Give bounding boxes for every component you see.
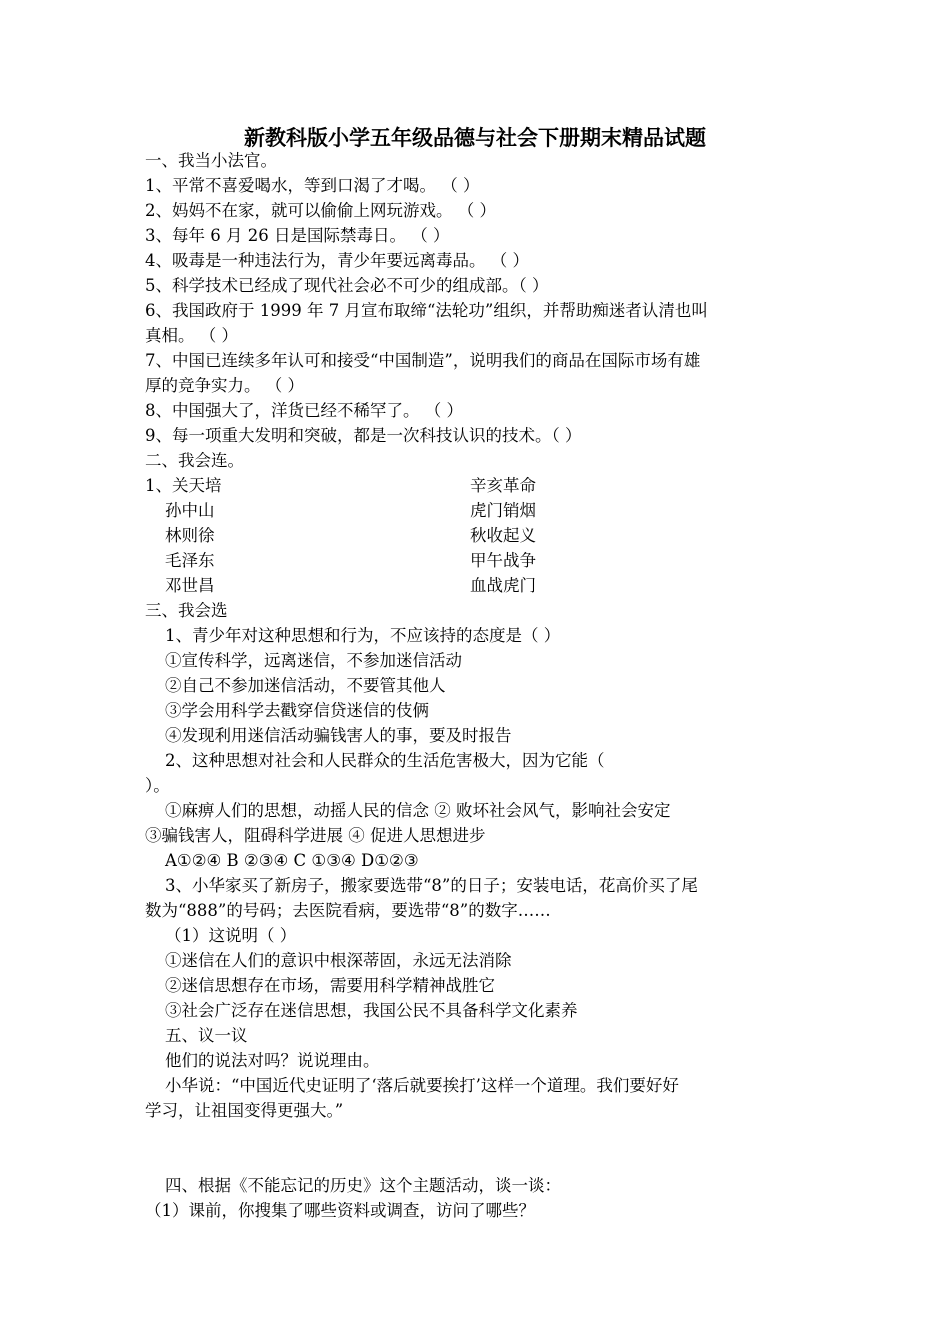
option-text: ①麻痹人们的思想，动摇人民的信念 ② 败坏社会风气，影响社会安定	[165, 801, 671, 820]
option-text: ①迷信在人们的意识中根深蒂固，永远无法消除	[165, 951, 512, 970]
answer-choices: A①②④ B ②③④ C ①③④ D①②③	[165, 851, 419, 870]
section-heading-choose: 三、我会选	[145, 601, 228, 620]
quote-text: 学习，让祖国变得更强大。”	[145, 1101, 344, 1120]
option-text: ②自己不参加迷信活动，不要管其他人	[165, 676, 446, 695]
option-text: ①宣传科学，远离迷信，不参加迷信活动	[165, 651, 462, 670]
question-text: 4、吸毒是一种违法行为，青少年要远离毒品。 （ ）	[145, 251, 529, 270]
option-text: ③学会用科学去戳穿信贷迷信的伎俩	[165, 701, 429, 720]
question-text: 数为“888”的号码；去医院看病，要选带“8”的数字……	[145, 901, 551, 920]
match-right-item: 甲午战争	[470, 551, 536, 570]
match-left-item: 孙中山	[165, 501, 215, 520]
question-text: 6、我国政府于 1999 年 7 月宣布取缔“法轮功”组织，并帮助痴迷者认清也叫	[145, 301, 708, 320]
question-text: 3、每年 6 月 26 日是国际禁毒日。 （ ）	[145, 226, 450, 245]
question-text: 3、小华家买了新房子，搬家要选带“8”的日子；安装电话，花高价买了尾	[165, 876, 698, 895]
section-heading-talk: 四、根据《不能忘记的历史》这个主题活动，谈一谈：	[165, 1176, 561, 1195]
section-heading-match: 二、我会连。	[145, 451, 244, 470]
question-text: 5、科学技术已经成了现代社会必不可少的组成部。（ ）	[145, 276, 549, 295]
section-heading-judge: 一、我当小法官。	[145, 151, 277, 170]
prompt-text: 他们的说法对吗？说说理由。	[165, 1051, 380, 1070]
question-text: 1、平常不喜爱喝水，等到口渴了才喝。 （ ）	[145, 176, 480, 195]
question-text: 厚的竞争实力。 （ ）	[145, 376, 304, 395]
option-text: ③社会广泛存在迷信思想，我国公民不具备科学文化素养	[165, 1001, 578, 1020]
section-heading-discuss: 五、议一议	[165, 1026, 248, 1045]
page-title: 新教科版小学五年级品德与社会下册期末精品试题	[244, 126, 706, 150]
match-right-item: 虎门销烟	[470, 501, 536, 520]
match-right-item: 辛亥革命	[470, 476, 536, 495]
question-text: 7、中国已连续多年认可和接受“中国制造”，说明我们的商品在国际市场有雄	[145, 351, 701, 370]
option-text: ②迷信思想存在市场，需要用科学精神战胜它	[165, 976, 495, 995]
match-right-item: 秋收起义	[470, 526, 536, 545]
question-text: 8、中国强大了，洋货已经不稀罕了。 （ ）	[145, 401, 463, 420]
question-text: 1、青少年对这种思想和行为，不应该持的态度是（ ）	[165, 626, 561, 645]
option-text: ③骗钱害人，阻碍科学进展 ④ 促进人思想进步	[145, 826, 486, 845]
question-text: 2、这种思想对社会和人民群众的生活危害极大，因为它能（	[165, 751, 605, 770]
sub-question-text: （1）这说明（ ）	[165, 926, 297, 945]
match-left-item: 林则徐	[165, 526, 215, 545]
question-text: 9、每一项重大发明和突破，都是一次科技认识的技术。（ ）	[145, 426, 582, 445]
question-text: 2、妈妈不在家，就可以偷偷上网玩游戏。 （ ）	[145, 201, 496, 220]
match-left-item: 毛泽东	[165, 551, 215, 570]
match-left-item: 邓世昌	[165, 576, 215, 595]
option-text: ④发现利用迷信活动骗钱害人的事，要及时报告	[165, 726, 512, 745]
question-text: （1）课前，你搜集了哪些资料或调查，访问了哪些？	[145, 1201, 535, 1220]
match-left-item: 1、关天培	[145, 476, 222, 495]
question-text: ）。	[145, 776, 170, 795]
question-text: 真相。 （ ）	[145, 326, 238, 345]
quote-text: 小华说：“中国近代史证明了‘落后就要挨打’这样一个道理。我们要好好	[165, 1076, 679, 1095]
match-right-item: 血战虎门	[470, 576, 536, 595]
